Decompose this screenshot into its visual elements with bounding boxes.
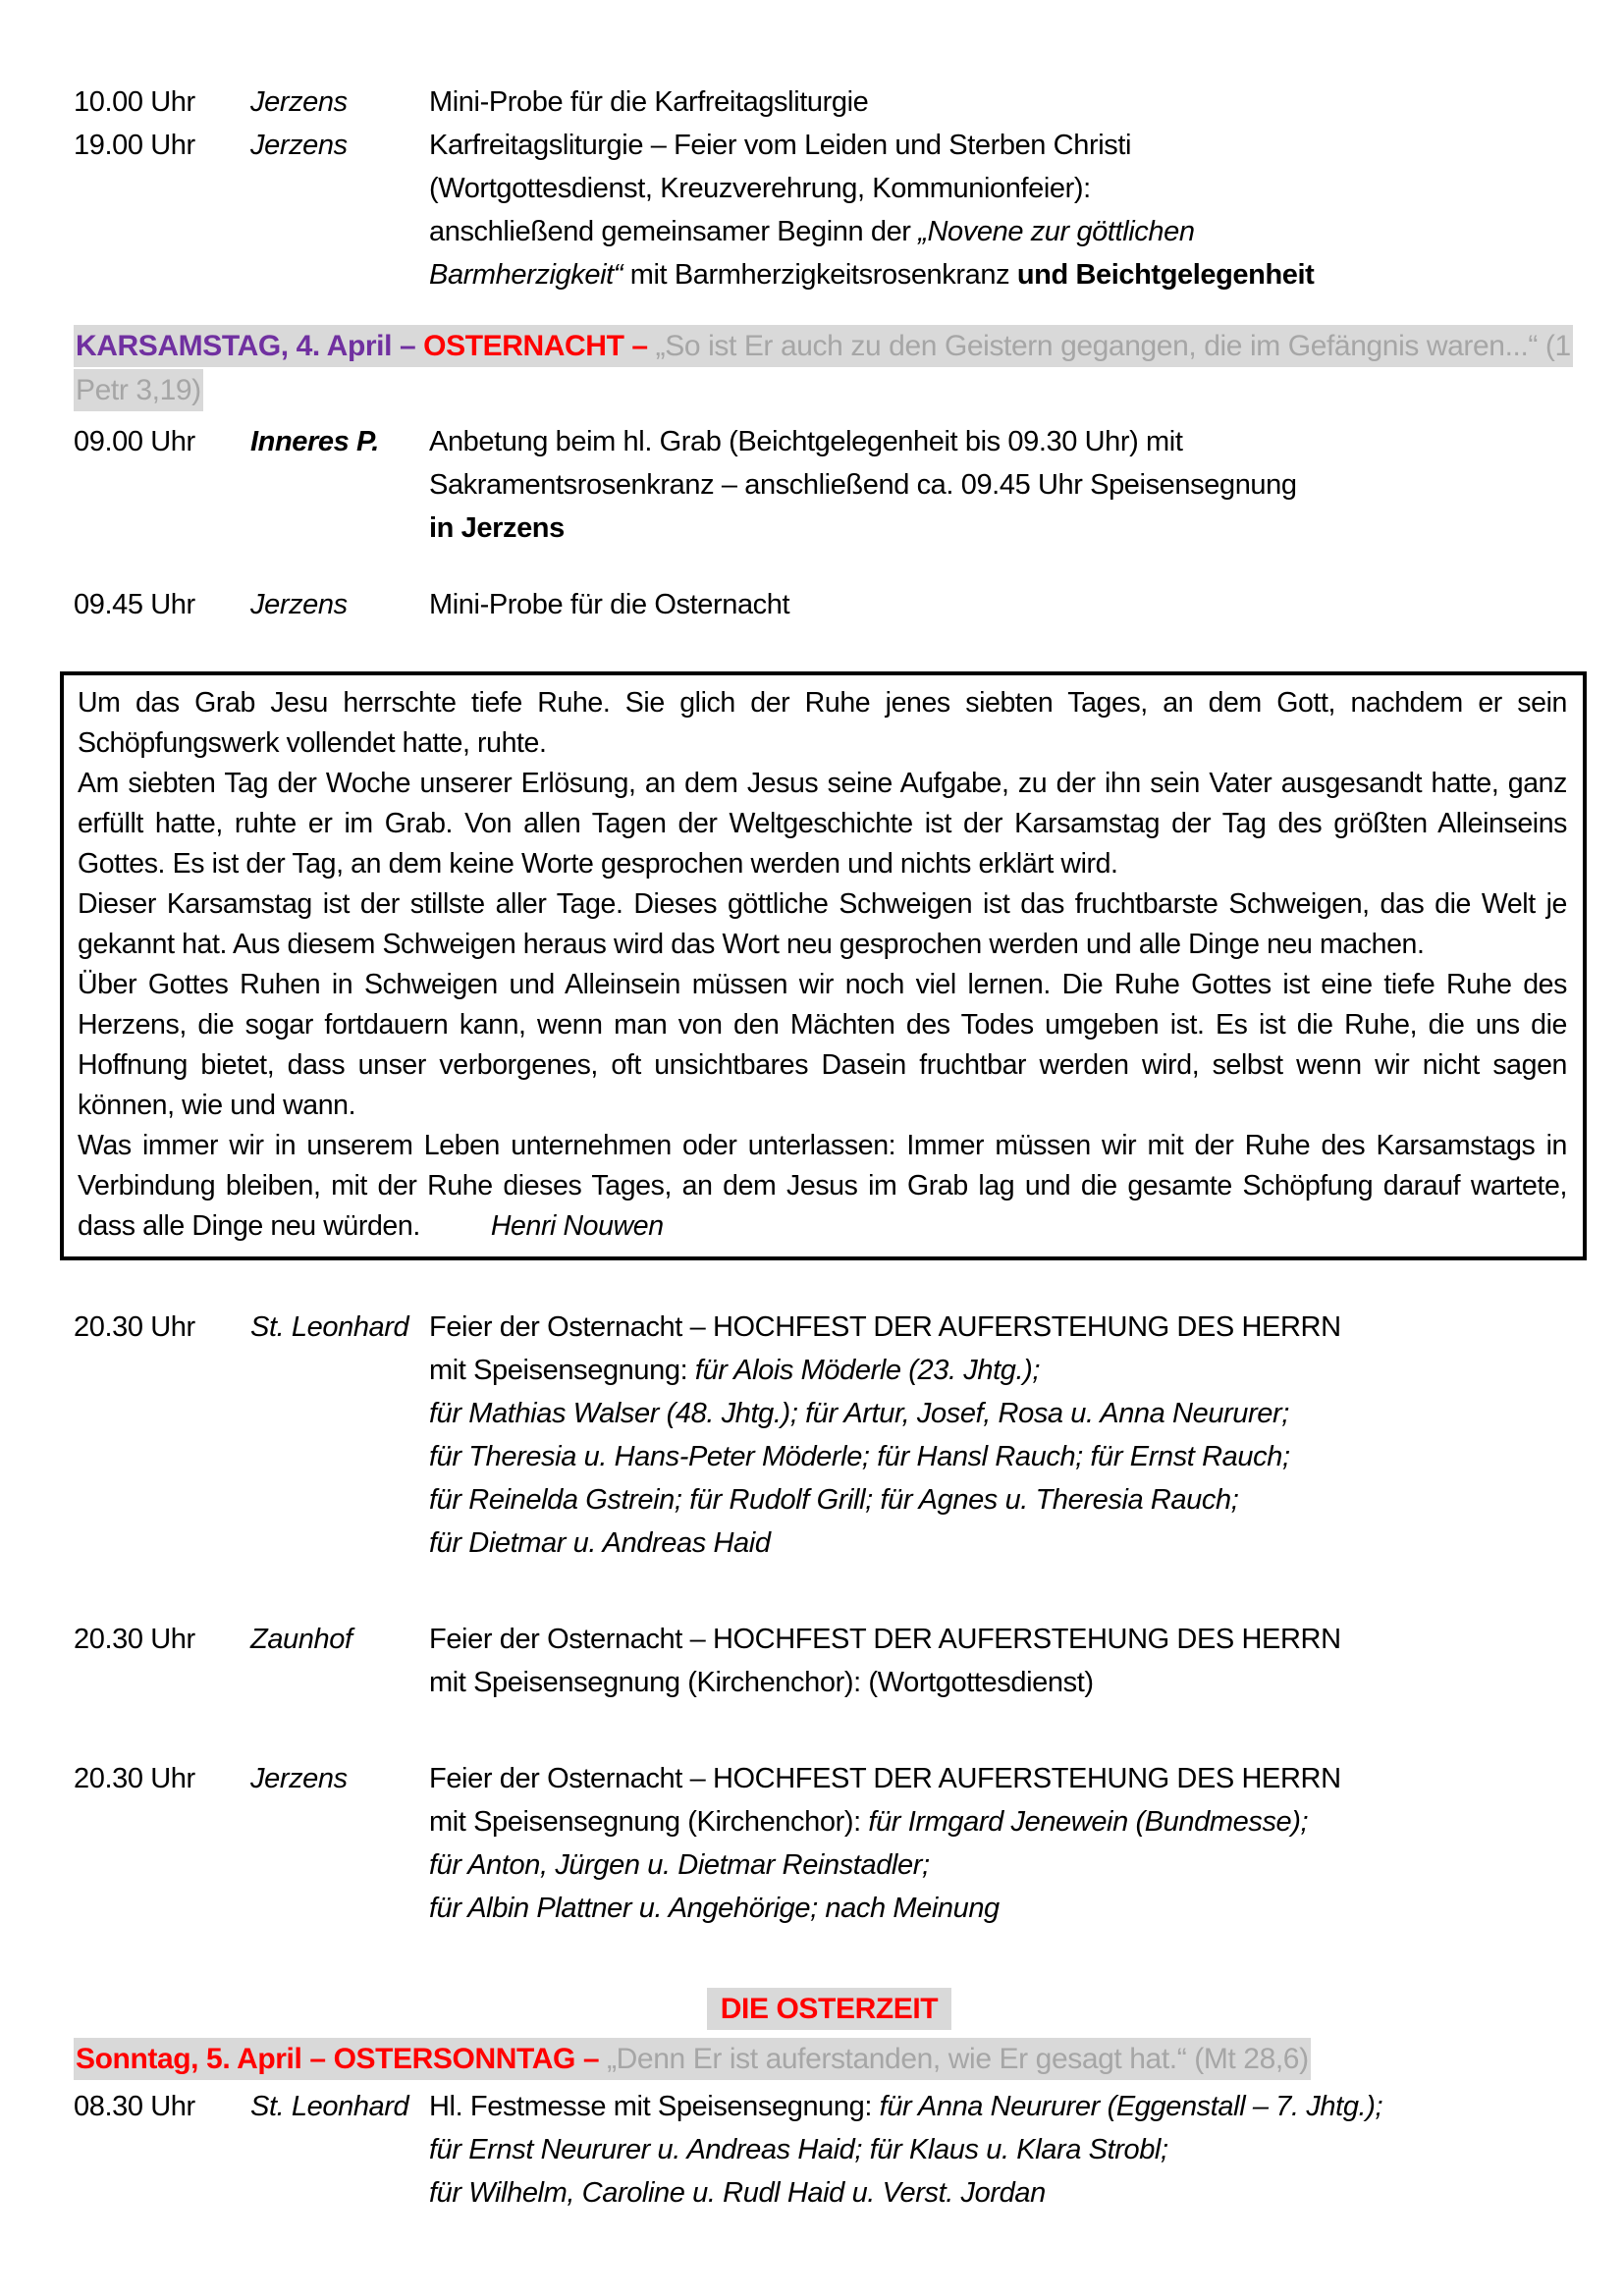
text-segment: für Reinelda Gstrein; für Rudolf Grill; für Agnes u. Theresia Rauch; — [429, 1484, 1239, 1516]
schedule-row — [74, 1757, 1585, 1930]
text-segment: (Wortgottesdienst, Kreuzverehrung, Kommunionfeier): — [429, 173, 1091, 204]
description-line — [429, 210, 1585, 253]
description-line — [429, 1661, 1585, 1704]
ostersonntag-scripture-quote: „Denn Er ist auferstanden, wie Er gesagt hat.“ (Mt 28,6) — [607, 2043, 1309, 2075]
entry-description — [429, 1757, 1585, 1930]
description-line — [429, 253, 1585, 296]
description-line — [429, 583, 1585, 626]
meditation-paragraph: Dieser Karsamstag ist der stillste aller Tage. Dieses göttliche Schweigen ist das fruchtbarste Schweigen, das die Welt je gekannt hat. Aus diesem Schweigen heraus wird das Wort neu gesprochen werden und alle Dinge neu machen. — [78, 888, 1567, 960]
description-line — [429, 1843, 1585, 1887]
text-segment: mit Speisensegnung (Kirchenchor): (Wortgottesdienst) — [429, 1667, 1094, 1698]
text-segment: Feier der Osternacht – HOCHFEST DER AUFERSTEHUNG DES HERRN — [429, 1624, 1341, 1655]
text-segment: „Novene zur göttlichen — [918, 216, 1195, 247]
meditation-paragraph: Über Gottes Ruhen in Schweigen und Alleinsein müssen wir noch viel lernen. Die Ruhe Gottes ist eine tiefe Ruhe des Herzens, die sogar fortdauern kann, wenn man von den Mächten des Todes umgeben ist. Es ist die Ruhe, die uns die Hoffnung bietet, dass unser verborgenes, oft unsichtbares Dasein fruchtbar werden wird, selbst wenn wir nicht sagen können, wie und wann. — [78, 969, 1567, 1121]
meditation-text-box — [60, 671, 1587, 1260]
text-segment: für Ernst Neururer u. Andreas Haid; für Klaus u. Klara Strobl; — [429, 2134, 1168, 2165]
text-segment: anschließend gemeinsamer Beginn der — [429, 216, 919, 247]
text-segment: für Albin Plattner u. Angehörige; nach Meinung — [429, 1893, 1000, 1924]
entry-location: St. Leonhard — [250, 1311, 409, 1343]
text-segment: für Wilhelm, Caroline u. Rudl Haid u. Verst. Jordan — [429, 2177, 1046, 2209]
entry-time: 09.00 Uhr — [74, 426, 195, 457]
text-segment: Feier der Osternacht – HOCHFEST DER AUFERSTEHUNG DES HERRN — [429, 1311, 1341, 1343]
text-segment: für Anna Neururer (Eggenstall – 7. Jhtg.); — [879, 2091, 1383, 2122]
description-line — [429, 507, 1585, 550]
description-line — [429, 167, 1585, 210]
entry-description — [429, 124, 1585, 296]
entry-time: 20.30 Uhr — [74, 1624, 195, 1655]
entry-time: 09.45 Uhr — [74, 589, 195, 620]
entry-location: Inneres P. — [250, 426, 379, 457]
description-line — [429, 1887, 1585, 1930]
meditation-paragraph: Um das Grab Jesu herrschte tiefe Ruhe. Sie glich der Ruhe jenes siebten Tages, an dem Gott, nachdem er sein Schöpfungswerk vollendet hatte, ruhte. — [78, 687, 1567, 759]
meditation-paragraph: Am siebten Tag der Woche unserer Erlösung, an dem Jesus seine Aufgabe, zu der ihn sein Vater ausgesandt hatte, ganz erfüllt hatte, ruhte er im Grab. Von allen Tagen der Weltgeschichte ist der Karsamstag der Tag des größten Alleinseins Gottes. Es ist der Tag, an dem keine Worte gesprochen werden und nichts erklärt wird. — [78, 768, 1567, 880]
osterzeit-title-text: DIE OSTERZEIT — [707, 1988, 952, 2030]
entry-time: 20.30 Uhr — [74, 1311, 195, 1343]
text-segment: Mini-Probe für die Karfreitagsliturgie — [429, 86, 869, 118]
entry-location: Zaunhof — [250, 1624, 352, 1655]
schedule-row — [74, 1618, 1585, 1704]
entry-location: Jerzens — [250, 1763, 348, 1794]
karsamstag-scripture-quote: „So ist Er auch zu den Geistern gegangen, die im Gefängnis waren...“ (1 Petr 3,19) — [76, 330, 1571, 406]
schedule-row — [74, 2085, 1585, 2215]
description-line — [429, 124, 1585, 167]
schedule-row — [74, 80, 1585, 124]
entry-time: 10.00 Uhr — [74, 86, 195, 118]
schedule-row — [74, 420, 1585, 550]
description-line — [429, 1306, 1585, 1349]
ostersonntag-date-label: Sonntag, 5. April – OSTERSONNTAG – — [76, 2043, 608, 2075]
schedule-row — [74, 124, 1585, 296]
schedule-group-ostersonntag — [74, 2085, 1585, 2215]
text-segment: Feier der Osternacht – HOCHFEST DER AUFERSTEHUNG DES HERRN — [429, 1763, 1341, 1794]
text-segment: für Anton, Jürgen u. Dietmar Reinstadler; — [429, 1849, 930, 1881]
description-line — [429, 2085, 1585, 2128]
schedule-group-karsamstag — [74, 420, 1585, 626]
text-segment: in Jerzens — [429, 512, 565, 544]
description-line — [429, 1522, 1585, 1565]
description-line — [429, 1435, 1585, 1478]
description-line — [429, 1478, 1585, 1522]
karsamstag-date-label: KARSAMSTAG, 4. April – — [76, 330, 424, 362]
text-segment: Mini-Probe für die Osternacht — [429, 589, 790, 620]
text-segment: und Beichtgelegenheit — [1016, 259, 1315, 291]
text-segment: Anbetung beim hl. Grab (Beichtgelegenheit bis 09.30 Uhr) mit — [429, 426, 1183, 457]
entry-description — [429, 80, 1585, 124]
schedule-group-karfreitag — [74, 80, 1585, 296]
text-segment: für Theresia u. Hans-Peter Möderle; für Hansl Rauch; für Ernst Rauch; — [429, 1441, 1290, 1472]
schedule-row — [74, 583, 1585, 626]
entry-description — [429, 420, 1585, 550]
text-segment: für Mathias Walser (48. Jhtg.); für Artur, Josef, Rosa u. Anna Neururer; — [429, 1398, 1289, 1429]
text-segment: für Irmgard Jenewein (Bundmesse); — [868, 1806, 1309, 1838]
entry-time: 20.30 Uhr — [74, 1763, 195, 1794]
entry-location: Jerzens — [250, 86, 348, 118]
text-segment: Barmherzigkeit“ — [429, 259, 623, 291]
osternacht-feast-label: OSTERNACHT – — [423, 330, 656, 362]
text-segment: mit Barmherzigkeitsrosenkranz — [623, 259, 1017, 291]
text-segment: mit Speisensegnung: — [429, 1355, 695, 1386]
entry-description — [429, 1618, 1585, 1704]
entry-time: 08.30 Uhr — [74, 2091, 195, 2122]
description-line — [429, 1618, 1585, 1661]
ostersonntag-header-highlight — [74, 2038, 1311, 2080]
description-line — [429, 463, 1585, 507]
description-line — [429, 80, 1585, 124]
description-line — [429, 1349, 1585, 1392]
schedule-row — [74, 1306, 1585, 1565]
karsamstag-header-highlight — [74, 325, 1573, 411]
text-segment: Karfreitagsliturgie – Feier vom Leiden und Sterben Christi — [429, 130, 1132, 161]
text-segment: für Alois Möderle (23. Jhtg.); — [694, 1355, 1041, 1386]
description-line — [429, 2128, 1585, 2171]
text-segment: Hl. Festmesse mit Speisensegnung: — [429, 2091, 880, 2122]
ostersonntag-header — [74, 2037, 1585, 2081]
entry-location: Jerzens — [250, 589, 348, 620]
description-line — [429, 1800, 1585, 1843]
karsamstag-header — [74, 324, 1585, 412]
text-segment: mit Speisensegnung (Kirchenchor): — [429, 1806, 869, 1838]
schedule-group-osternacht — [74, 1306, 1585, 1930]
entry-description — [429, 1306, 1585, 1565]
entry-description — [429, 2085, 1585, 2215]
entry-description — [429, 583, 1585, 626]
description-line — [429, 420, 1585, 463]
meditation-paragraph: Was immer wir in unserem Leben unternehmen oder unterlassen: Immer müssen wir mit der Ruhe des Karsamstags in Verbindung bleiben, mit der Ruhe dieses Tages, an dem Jesus im Grab lag und die gesamte Schöpfung darauf wartete, dass alle Dinge neu würden. Henri Nouwen — [78, 1130, 1567, 1242]
quote-attribution: Henri Nouwen — [490, 1210, 664, 1242]
entry-location: St. Leonhard — [250, 2091, 409, 2122]
description-line — [429, 1757, 1585, 1800]
entry-location: Jerzens — [250, 130, 348, 161]
text-segment: Sakramentsrosenkranz – anschließend ca. 09.45 Uhr Speisensegnung — [429, 469, 1297, 501]
text-segment: für Dietmar u. Andreas Haid — [429, 1527, 771, 1559]
entry-time: 19.00 Uhr — [74, 130, 195, 161]
description-line — [429, 2171, 1585, 2215]
osterzeit-section-title — [74, 1987, 1585, 2031]
description-line — [429, 1392, 1585, 1435]
